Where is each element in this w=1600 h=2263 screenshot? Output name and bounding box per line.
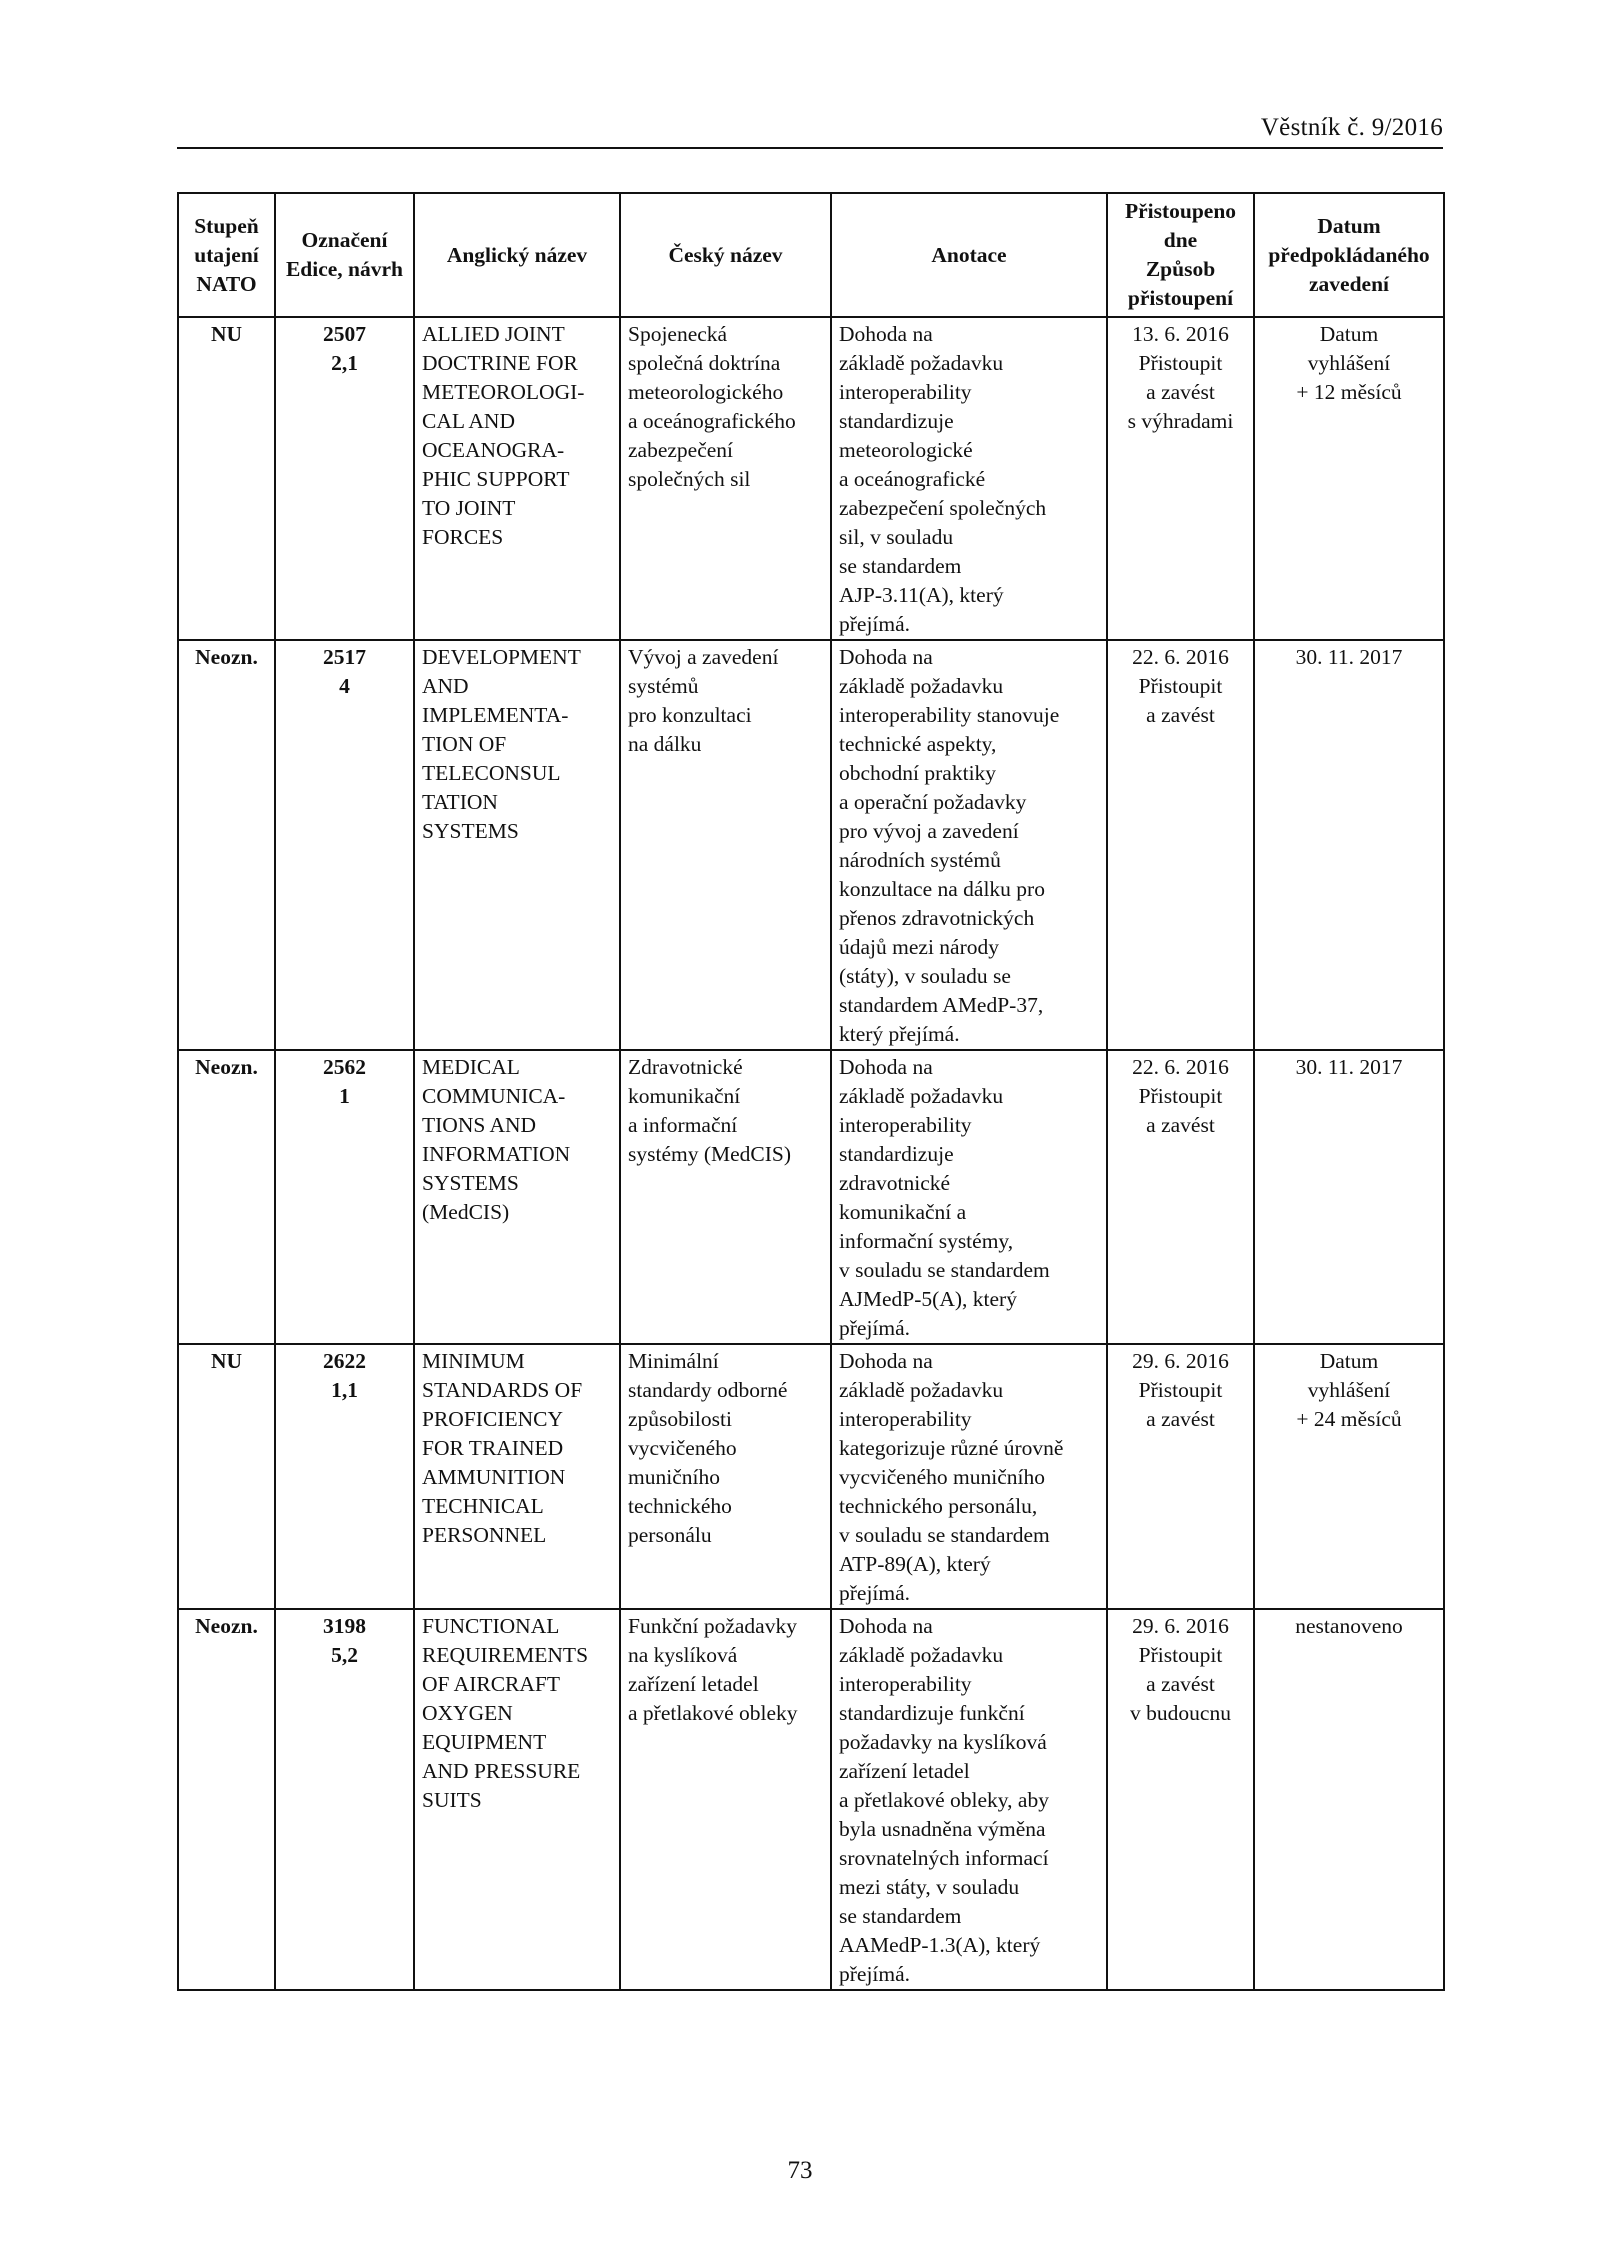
header-line: Přistoupeno <box>1124 199 1237 223</box>
cell-line: technické aspekty, <box>839 732 997 756</box>
cell-line: Přistoupit <box>1138 674 1223 698</box>
bulletin-title: Věstník č. 9/2016 <box>1260 114 1443 141</box>
cell-line: SYSTEMS <box>422 819 519 843</box>
cell-line: základě požadavku <box>839 1084 1004 1108</box>
cell-accession <box>1107 1050 1254 1344</box>
cell-line: konzultace na dálku pro <box>839 877 1045 901</box>
cell-line: srovnatelných informací <box>839 1846 1049 1870</box>
cell-line: 3198 <box>323 1614 366 1638</box>
cell-line: + 12 měsíců <box>1296 380 1402 404</box>
cell-line: 4 <box>339 674 350 698</box>
cell-implementation-date <box>1254 317 1444 640</box>
cell-line: standardizuje <box>839 1142 954 1166</box>
cell-line: Dohoda na <box>839 645 933 669</box>
cell-line: základě požadavku <box>839 351 1004 375</box>
cell-line: + 24 měsíců <box>1296 1407 1402 1431</box>
cell-line: FOR TRAINED <box>422 1436 564 1460</box>
cell-line: byla usnadněna výměna <box>839 1817 1046 1841</box>
cell-czech-title <box>620 317 831 640</box>
cell-line: interoperability stanovuje <box>839 703 1060 727</box>
cell-czech-title <box>620 1609 831 1990</box>
cell-line: Dohoda na <box>839 1349 933 1373</box>
cell-line: 22. 6. 2016 <box>1132 645 1229 669</box>
header-annotation <box>831 193 1107 317</box>
cell-english-title <box>414 1609 620 1990</box>
cell-annotation <box>831 1344 1107 1609</box>
cell-line: Dohoda na <box>839 1614 933 1638</box>
cell-line: standardizuje <box>839 409 954 433</box>
cell-line: technického personálu, <box>839 1494 1038 1518</box>
header-accession <box>1107 193 1254 317</box>
header-line: Označení <box>301 228 388 252</box>
cell-annotation <box>831 1050 1107 1344</box>
cell-line: který přejímá. <box>839 1022 960 1046</box>
cell-line: interoperability <box>839 380 972 404</box>
cell-line: v souladu se standardem <box>839 1523 1050 1547</box>
cell-line: Přistoupit <box>1138 1643 1223 1667</box>
cell-line: přejímá. <box>839 1316 911 1340</box>
cell-line: v budoucnu <box>1130 1701 1231 1725</box>
cell-line: standardem AMedP-37, <box>839 993 1044 1017</box>
cell-annotation <box>831 640 1107 1050</box>
cell-line: přenos zdravotnických <box>839 906 1035 930</box>
header-line: Stupeň <box>194 213 259 238</box>
cell-line: DEVELOPMENT <box>422 645 581 669</box>
cell-line: společná doktrína <box>628 351 781 375</box>
cell-line: pro konzultaci <box>628 703 752 727</box>
cell-line: a přetlakové obleky <box>628 1701 798 1725</box>
cell-line: interoperability <box>839 1113 972 1137</box>
cell-line: nestanoveno <box>1295 1614 1403 1638</box>
cell-line: technického <box>628 1494 732 1518</box>
cell-annotation <box>831 317 1107 640</box>
cell-line: přejímá. <box>839 1962 911 1986</box>
header-line: předpokládaného <box>1268 242 1430 267</box>
cell-line: AJMedP-5(A), který <box>839 1287 1017 1311</box>
cell-line: (MedCIS) <box>422 1200 510 1224</box>
header-line: Datum <box>1317 213 1381 238</box>
header-line: NATO <box>196 271 257 296</box>
cell-english-title <box>414 317 620 640</box>
cell-line: ATP-89(A), který <box>839 1552 991 1576</box>
cell-line: Přistoupit <box>1138 1084 1223 1108</box>
cell-line: FORCES <box>422 525 504 549</box>
cell-line: zařízení letadel <box>839 1759 970 1783</box>
cell-designation <box>275 1050 414 1344</box>
cell-czech-title <box>620 1050 831 1344</box>
cell-line: zabezpečení společných <box>839 496 1047 520</box>
header-line: Český název <box>668 242 783 267</box>
cell-line: TELECONSUL <box>422 761 561 785</box>
header-line: dne <box>1163 228 1198 252</box>
cell-accession <box>1107 640 1254 1050</box>
cell-line: Vývoj a zavedení <box>628 645 779 669</box>
cell-line: METEOROLOGI- <box>422 380 585 404</box>
cell-line: 2517 <box>323 645 366 669</box>
cell-line: přejímá. <box>839 612 911 636</box>
cell-line: požadavky na kyslíková <box>839 1730 1047 1754</box>
cell-line: personálu <box>628 1523 712 1547</box>
cell-accession <box>1107 1344 1254 1609</box>
cell-line: MEDICAL <box>422 1055 520 1079</box>
cell-classification: NU <box>178 1344 275 1609</box>
cell-line: EQUIPMENT <box>422 1730 547 1754</box>
cell-line: a zavést <box>1146 380 1215 404</box>
cell-annotation <box>831 1609 1107 1990</box>
cell-line: mezi státy, v souladu <box>839 1875 1020 1899</box>
cell-line: STANDARDS OF <box>422 1378 583 1402</box>
cell-accession <box>1107 1609 1254 1990</box>
cell-line: 1 <box>339 1084 350 1108</box>
cell-line: AJP-3.11(A), který <box>839 583 1004 607</box>
header-line: Anglický název <box>446 242 588 267</box>
cell-designation <box>275 640 414 1050</box>
cell-line: komunikační <box>628 1084 741 1108</box>
cell-line: TO JOINT <box>422 496 516 520</box>
cell-line: ALLIED JOINT <box>422 322 565 346</box>
cell-line: Přistoupit <box>1138 351 1223 375</box>
cell-english-title <box>414 1050 620 1344</box>
cell-line: se standardem <box>839 1904 962 1928</box>
cell-line: přejímá. <box>839 1581 911 1605</box>
page-header <box>177 110 1443 149</box>
table-header-row <box>178 193 1444 317</box>
cell-line: pro vývoj a zavedení <box>839 819 1019 843</box>
cell-implementation-date <box>1254 1050 1444 1344</box>
cell-line: 2,1 <box>331 351 358 375</box>
cell-line: obchodní praktiky <box>839 761 997 785</box>
cell-line: kategorizuje různé úrovně <box>839 1436 1064 1460</box>
cell-line: AMMUNITION <box>422 1465 566 1489</box>
cell-classification: NU <box>178 317 275 640</box>
cell-line: systémy (MedCIS) <box>628 1142 792 1166</box>
cell-line: 2507 <box>323 322 366 346</box>
cell-line: a zavést <box>1146 1113 1215 1137</box>
cell-line: OCEANOGRA- <box>422 438 565 462</box>
cell-classification: Neozn. <box>178 1609 275 1990</box>
cell-line: TIONS AND <box>422 1113 537 1137</box>
cell-line: SUITS <box>422 1788 482 1812</box>
cell-line: DOCTRINE FOR <box>422 351 578 375</box>
cell-line: PHIC SUPPORT <box>422 467 570 491</box>
cell-line: údajů mezi národy <box>839 935 1000 959</box>
cell-czech-title <box>620 640 831 1050</box>
cell-czech-title <box>620 1344 831 1609</box>
cell-line: zařízení letadel <box>628 1672 759 1696</box>
page-number: 73 <box>787 2157 813 2184</box>
cell-classification: Neozn. <box>178 1050 275 1344</box>
cell-line: 5,2 <box>331 1643 358 1667</box>
cell-line: 29. 6. 2016 <box>1132 1614 1229 1638</box>
cell-designation <box>275 1609 414 1990</box>
cell-line: (státy), v souladu se <box>839 964 1011 988</box>
cell-line: a oceánografické <box>839 467 986 491</box>
cell-line: OF AIRCRAFT <box>422 1672 560 1696</box>
cell-line: COMMUNICA- <box>422 1084 566 1108</box>
cell-line: MINIMUM <box>422 1349 525 1373</box>
cell-line: standardizuje funkční <box>839 1701 1025 1725</box>
cell-line: Minimální <box>628 1349 719 1373</box>
cell-line: AND <box>422 674 469 698</box>
cell-line: systémů <box>628 674 699 698</box>
cell-designation <box>275 1344 414 1609</box>
cell-line: způsobilosti <box>628 1407 732 1431</box>
cell-implementation-date <box>1254 640 1444 1050</box>
cell-line: OXYGEN <box>422 1701 513 1725</box>
cell-line: PERSONNEL <box>422 1523 547 1547</box>
cell-line: vyhlášení <box>1307 351 1391 375</box>
cell-line: Dohoda na <box>839 1055 933 1079</box>
cell-line: se standardem <box>839 554 962 578</box>
cell-line: 2622 <box>323 1349 366 1373</box>
table-row <box>178 640 1444 1050</box>
cell-line: na dálku <box>628 732 702 756</box>
header-classification <box>178 193 275 317</box>
cell-line: a zavést <box>1146 1407 1215 1431</box>
cell-line: a zavést <box>1146 1672 1215 1696</box>
cell-line: muničního <box>628 1465 720 1489</box>
cell-line: INFORMATION <box>422 1142 571 1166</box>
cell-classification: Neozn. <box>178 640 275 1050</box>
cell-line: REQUIREMENTS <box>422 1643 589 1667</box>
cell-line: na kyslíková <box>628 1643 738 1667</box>
cell-line: TECHNICAL <box>422 1494 544 1518</box>
header-line: utajení <box>194 242 259 267</box>
header-designation <box>275 193 414 317</box>
cell-line: AND PRESSURE <box>422 1759 581 1783</box>
cell-line: 29. 6. 2016 <box>1132 1349 1229 1373</box>
cell-line: AAMedP-1.3(A), který <box>839 1933 1041 1957</box>
standards-table <box>177 192 1445 1991</box>
cell-line: Spojenecká <box>628 322 728 346</box>
table-row <box>178 317 1444 640</box>
cell-implementation-date <box>1254 1344 1444 1609</box>
cell-line: Datum <box>1319 1349 1379 1373</box>
cell-line: Zdravotnické <box>628 1055 743 1079</box>
cell-implementation-date <box>1254 1609 1444 1990</box>
cell-line: TATION <box>422 790 498 814</box>
cell-line: CAL AND <box>422 409 515 433</box>
header-line: Edice, návrh <box>285 257 404 281</box>
cell-english-title <box>414 640 620 1050</box>
cell-line: základě požadavku <box>839 1643 1004 1667</box>
header-english-title <box>414 193 620 317</box>
cell-line: základě požadavku <box>839 1378 1004 1402</box>
header-czech-title <box>620 193 831 317</box>
cell-line: a zavést <box>1146 703 1215 727</box>
cell-line: PROFICIENCY <box>422 1407 563 1431</box>
cell-line: 22. 6. 2016 <box>1132 1055 1229 1079</box>
cell-line: meteorologického <box>628 380 784 404</box>
cell-line: Dohoda na <box>839 322 933 346</box>
cell-line: standardy odborné <box>628 1378 788 1402</box>
cell-line: a operační požadavky <box>839 790 1027 814</box>
cell-line: základě požadavku <box>839 674 1004 698</box>
cell-line: a přetlakové obleky, aby <box>839 1788 1049 1812</box>
cell-line: a informační <box>628 1113 738 1137</box>
header-line: Anotace <box>931 242 1007 267</box>
cell-line: komunikační a <box>839 1200 967 1224</box>
cell-line: s výhradami <box>1127 409 1234 433</box>
cell-line: 30. 11. 2017 <box>1295 645 1403 669</box>
cell-line: SYSTEMS <box>422 1171 519 1195</box>
cell-line: Funkční požadavky <box>628 1614 797 1638</box>
cell-line: vycvičeného muničního <box>839 1465 1045 1489</box>
cell-line: zdravotnické <box>839 1171 951 1195</box>
cell-designation <box>275 317 414 640</box>
cell-line: IMPLEMENTA- <box>422 703 569 727</box>
cell-line: 13. 6. 2016 <box>1132 322 1229 346</box>
header-implementation-date <box>1254 193 1444 317</box>
cell-line: národních systémů <box>839 848 1001 872</box>
cell-line: interoperability <box>839 1407 972 1431</box>
cell-line: FUNCTIONAL <box>422 1614 560 1638</box>
cell-line: společných sil <box>628 467 751 491</box>
cell-line: interoperability <box>839 1672 972 1696</box>
cell-accession <box>1107 317 1254 640</box>
table-row <box>178 1050 1444 1344</box>
cell-line: zabezpečení <box>628 438 734 462</box>
cell-line: sil, v souladu <box>839 525 954 549</box>
cell-line: meteorologické <box>839 438 973 462</box>
cell-line: vyhlášení <box>1307 1378 1391 1402</box>
cell-line: TION OF <box>422 732 507 756</box>
table-row <box>178 1609 1444 1990</box>
cell-line: v souladu se standardem <box>839 1258 1050 1282</box>
cell-line: a oceánografického <box>628 409 796 433</box>
header-line: zavedení <box>1308 271 1390 296</box>
cell-line: Datum <box>1319 322 1379 346</box>
table-row <box>178 1344 1444 1609</box>
cell-line: 2562 <box>323 1055 366 1079</box>
header-line: přistoupení <box>1127 286 1234 310</box>
header-line: Způsob <box>1145 257 1216 281</box>
cell-line: vycvičeného <box>628 1436 737 1460</box>
cell-line: informační systémy, <box>839 1229 1014 1253</box>
cell-line: 1,1 <box>331 1378 358 1402</box>
cell-line: 30. 11. 2017 <box>1295 1055 1403 1079</box>
cell-english-title <box>414 1344 620 1609</box>
cell-line: Přistoupit <box>1138 1378 1223 1402</box>
